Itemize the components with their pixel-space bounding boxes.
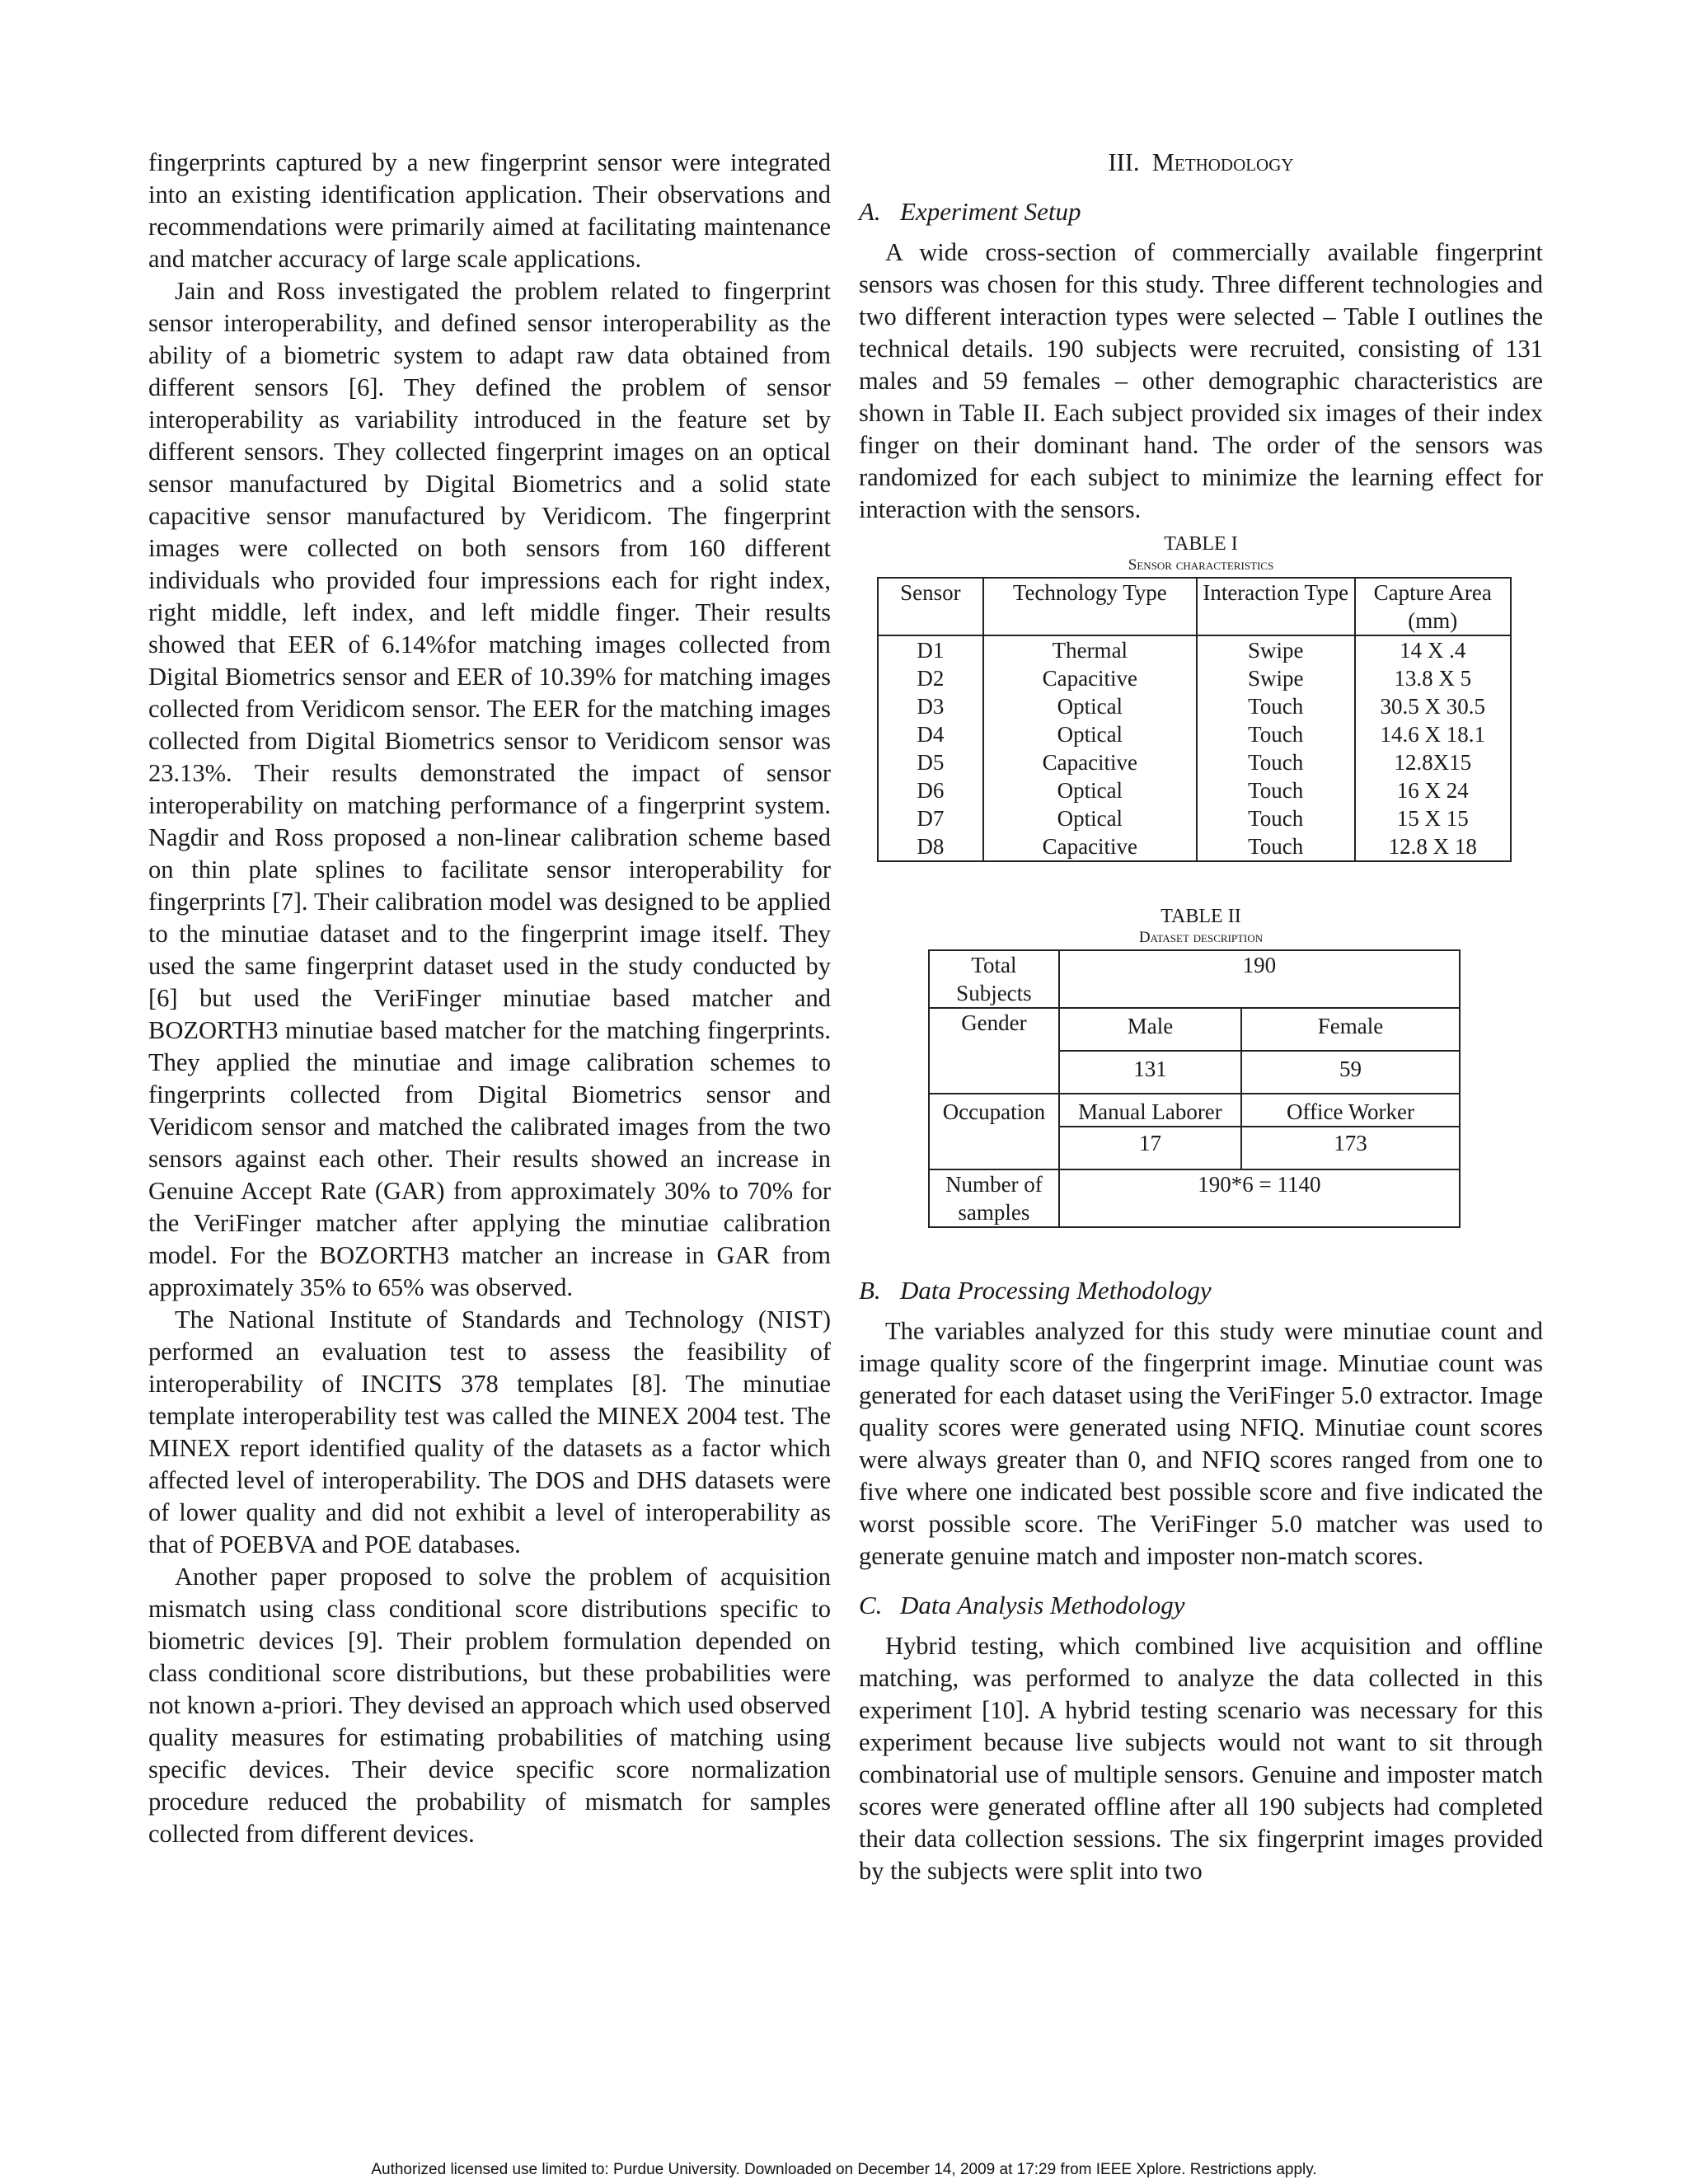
table-cell: Capacitive [983, 664, 1197, 692]
female-label: Female [1241, 1008, 1460, 1051]
table-cell: Optical [983, 692, 1197, 720]
table-1-caption: TABLE I [1164, 533, 1238, 555]
table-2-subtitle: Dataset description [1138, 929, 1264, 946]
table-1-block [859, 532, 1543, 862]
table-cell: Touch [1197, 692, 1355, 720]
table-row [878, 832, 1511, 861]
gender-label: Gender [929, 1008, 1059, 1094]
male-count: 131 [1059, 1051, 1241, 1094]
table-header-cell: Interaction Type [1197, 578, 1355, 635]
body-paragraph: Jain and Ross investigated the problem related to fingerprint sensor interoperability, and defined sensor interoperability as the ability of a biometric system to adapt raw data obtained from different sensors [6]. They defined the problem of sensor interoperability as variability introduced in the feature set by different sensors. They collected fingerprint images on an optical sensor manufactured by Digital Biometrics and a solid state capacitive sensor manufactured by Veridicom. The fingerprint images were collected on both sensors from 160 different individuals who provided four impressions each for right index, right middle, left index, and left middle finger. Their results showed that EER of 6.14%for matching images collected from Digital Biometrics sensor and EER of 10.39% for matching images collected from Veridicom sensor. The EER for the matching images collected from Digital Biometrics sensor to Veridicom sensor was 23.13%. Their results demonstrated the impact of sensor interoperability on matching performance of a fingerprint system. Nagdir and Ross proposed a non-linear calibration scheme based on thin plate splines to facilitate sensor interoperability for fingerprints [7]. Their calibration model was designed to be applied to the minutiae dataset and to the fingerprint image itself. They used the same fingerprint dataset used in the study conducted by [6] but used the VeriFinger minutiae based matcher and BOZORTH3 minutiae based matcher for the matching fingerprints. They applied the minutiae and image calibration schemes to fingerprints collected from Digital Biometrics sensor and Veridicom sensor and matched the calibrated images from the two sensors against each other. Their results showed an increase in Genuine Accept Rate (GAR) from approximately 30% to 70% for the VeriFinger matcher after applying the minutiae calibration model. For the BOZORTH3 matcher an increase in GAR from approximately 35% to 65% was observed. [148, 277, 831, 1301]
body-paragraph: Hybrid testing, which combined live acquisition and offline matching, was performed to analyze the data collected in this experiment [10]. A hybrid testing scenario was necessary for this experiment because live subjects would not want to sit through combinatorial use of multiple sensors. Genuine and imposter match scores were generated offline after all 190 subjects had completed their data collection sessions. The six fingerprint images provided by the subjects were split into two [859, 1632, 1543, 1885]
section-number: III. [1108, 148, 1140, 176]
dataset-table [928, 949, 1461, 1228]
occupation-label: Occupation [929, 1094, 1059, 1169]
table-2-block [859, 905, 1543, 1228]
subsection-letter: A. [859, 197, 881, 226]
table-cell: D3 [878, 692, 983, 720]
office-worker-count: 173 [1241, 1127, 1460, 1169]
table-header-cell: Capture Area (mm) [1355, 578, 1511, 635]
male-label: Male [1059, 1008, 1241, 1051]
table-row [929, 1008, 1460, 1051]
table-2-caption: TABLE II [1160, 906, 1241, 927]
section-heading [859, 147, 1543, 179]
subsection-title: Data Analysis Methodology [900, 1591, 1185, 1619]
subsection-letter: B. [859, 1276, 881, 1305]
subsection-title: Data Processing Methodology [900, 1276, 1212, 1305]
body-paragraph: A wide cross-section of commercially available fingerprint sensors was chosen for this study. Three different technologies and two different interaction types were selected – Table I outlines the technical details. 190 subjects were recruited, consisting of 131 males and 59 females – other demographic characteristics are shown in Table II. Each subject provided six images of their index finger on their dominant hand. The order of the sensors was randomized for each subject to minimize the learning effect for interaction with the sensors. [859, 238, 1543, 523]
table-cell: Touch [1197, 720, 1355, 748]
table-cell: 16 X 24 [1355, 776, 1511, 804]
table-cell: Touch [1197, 748, 1355, 776]
subsection-heading-a [859, 195, 1543, 228]
table-row [878, 720, 1511, 748]
body-paragraph: fingerprints captured by a new fingerprint sensor were integrated into an existing identification application. Their observations and recommendations were primarily aimed at facilitating maintenance and matcher accuracy of large scale applications. [148, 148, 831, 273]
table-cell: Optical [983, 804, 1197, 832]
table-cell: Capacitive [983, 748, 1197, 776]
subsection-letter: C. [859, 1591, 883, 1619]
sensor-table [877, 577, 1512, 862]
table-cell: D5 [878, 748, 983, 776]
table-cell: D6 [878, 776, 983, 804]
table-cell: 12.8 X 18 [1355, 832, 1511, 861]
table-row [929, 1169, 1460, 1227]
table-cell: 14 X .4 [1355, 635, 1511, 664]
samples-value: 190*6 = 1140 [1059, 1169, 1460, 1227]
left-column [148, 147, 831, 1850]
office-worker-label: Office Worker [1241, 1094, 1460, 1127]
license-footer: Authorized licensed use limited to: Purdue University. Downloaded on December 14, 2009 at 17:29 from IEEE Xplore. Restrictions apply. [371, 2161, 1317, 2178]
table-cell: Optical [983, 720, 1197, 748]
table-row [878, 635, 1511, 664]
table-cell: D1 [878, 635, 983, 664]
table-cell: D4 [878, 720, 983, 748]
table-cell: Swipe [1197, 635, 1355, 664]
subsection-heading-b [859, 1274, 1543, 1307]
table-row [878, 664, 1511, 692]
table-cell: Swipe [1197, 664, 1355, 692]
total-subjects-value: 190 [1059, 950, 1460, 1008]
samples-label: Number of samples [929, 1169, 1059, 1227]
section-title: Methodology [1151, 148, 1294, 176]
table-cell: Capacitive [983, 832, 1197, 861]
table-cell: 13.8 X 5 [1355, 664, 1511, 692]
table-row [878, 748, 1511, 776]
table-row [878, 776, 1511, 804]
manual-laborer-count: 17 [1059, 1127, 1241, 1169]
table-header-row [878, 578, 1511, 635]
table-cell: Optical [983, 776, 1197, 804]
table-row [878, 804, 1511, 832]
table-cell: 15 X 15 [1355, 804, 1511, 832]
table-cell: Touch [1197, 776, 1355, 804]
body-paragraph: The National Institute of Standards and Technology (NIST) performed an evaluation test to assess the feasibility of interoperability of INCITS 378 templates [8]. The minutiae template interoperability test was called the MINEX 2004 test. The MINEX report identified quality of the datasets as a factor which affected level of interoperability. The DOS and DHS datasets were of lower quality and did not exhibit a level of interoperability as that of POEBVA and POE databases. [148, 1305, 831, 1558]
subsection-title: Experiment Setup [900, 197, 1081, 226]
table-cell: Touch [1197, 804, 1355, 832]
table-cell: D7 [878, 804, 983, 832]
table-cell: D2 [878, 664, 983, 692]
total-subjects-label: Total Subjects [929, 950, 1059, 1008]
table-header-cell: Technology Type [983, 578, 1197, 635]
table-header-cell: Sensor [878, 578, 983, 635]
right-column [859, 147, 1543, 1887]
table-cell: 12.8X15 [1355, 748, 1511, 776]
table-cell: 14.6 X 18.1 [1355, 720, 1511, 748]
subsection-heading-c [859, 1589, 1543, 1622]
table-row [929, 950, 1460, 1008]
table-row [878, 692, 1511, 720]
table-1-subtitle: Sensor characteristics [1128, 556, 1274, 574]
body-paragraph: Another paper proposed to solve the problem of acquisition mismatch using class conditional score distributions specific to biometric devices [9]. Their problem formulation depended on class conditional score distributions, but these probabilities were not known a-priori. They devised an approach which used observed quality measures for estimating probabilities of matching using specific devices. Their device specific score normalization procedure reduced the probability of mismatch for samples collected from different devices. [148, 1563, 831, 1848]
female-count: 59 [1241, 1051, 1460, 1094]
body-paragraph: The variables analyzed for this study were minutiae count and image quality score of the fingerprint image. Minutiae count was generated for each dataset using the VeriFinger 5.0 extractor. Image quality scores were generated using NFIQ. Minutiae count scores were always greater than 0, and NFIQ scores ranged from one to five where one indicated best possible score and five indicated the worst possible score. The VeriFinger 5.0 matcher was used to generate genuine match and imposter non-match scores. [859, 1317, 1543, 1570]
table-cell: Thermal [983, 635, 1197, 664]
manual-laborer-label: Manual Laborer [1059, 1094, 1241, 1127]
table-row [929, 1094, 1460, 1127]
table-cell: Touch [1197, 832, 1355, 861]
table-cell: 30.5 X 30.5 [1355, 692, 1511, 720]
table-cell: D8 [878, 832, 983, 861]
